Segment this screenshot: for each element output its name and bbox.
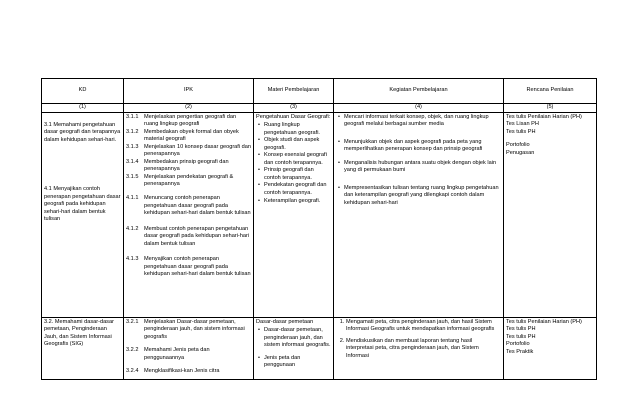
list-item: • Dasar-dasar pemetaan, penginderaan jauh, dan sistem informasi geografis. <box>264 327 331 350</box>
column-number: (1) <box>42 104 124 113</box>
ipk-code: 4.1.2 <box>126 225 139 232</box>
penilaian-item: Penugasan <box>506 149 535 156</box>
penilaian-item: Tes Lisan PH <box>506 121 539 128</box>
kegiatan-cell <box>334 112 504 317</box>
kd-text: 4.1 Menyajikan contoh penerapan pengetahuan dasar geografi pada kehidupan sehari-hari dalam bentuk tulisan <box>44 186 121 223</box>
kd-cell <box>42 112 124 317</box>
materi-list <box>256 327 331 370</box>
kd-cell <box>42 317 124 379</box>
header-kd: KD <box>42 79 124 104</box>
ipk-code: 3.1.1 <box>126 113 139 120</box>
ipk-text: Memahami Jenis peta dan penggunaannya <box>144 347 210 361</box>
ipk-code: 3.1.3 <box>126 143 139 150</box>
syllabus-table <box>41 78 597 380</box>
penilaian-item: Tes tulis PH <box>506 333 536 340</box>
penilaian-item: Tes tulis PH <box>506 128 536 135</box>
header-penilaian: Rencana Penilaian <box>504 79 597 104</box>
ipk-text: Menuncang contoh penerapan pengetahuan dasar geografi pada kehidupan sehari-hari dalam bentuk tulisan <box>144 195 251 217</box>
list-item: • Menunjukkan objek dan aspek geografi pada peta yang memperlihatkan penerapan konsep dan prinsip geografi <box>344 139 501 154</box>
list-item: • Objek studi dan aspek geografi. <box>264 137 331 152</box>
ipk-item <box>126 174 251 189</box>
ipk-item <box>126 159 251 174</box>
ipk-item <box>126 195 251 218</box>
materi-cell <box>254 112 334 317</box>
table-row <box>42 317 597 379</box>
ipk-item <box>126 114 251 129</box>
header-materi: Materi Pembelajaran <box>254 79 334 104</box>
list-item: 2. Mendiskusikan dan membuat laporan tentang hasil interpretasi peta, citra penginderaan jauh, dan Sistem Informasi <box>346 338 501 361</box>
ipk-code: 4.1.1 <box>126 195 139 202</box>
ipk-code: 3.1.2 <box>126 128 139 135</box>
materi-list <box>256 122 331 205</box>
penilaian-item: Tes tulis PH <box>506 326 536 333</box>
column-number: (4) <box>334 104 504 113</box>
ipk-text: Menjelaskan pengertian geografi dan ruang lingkup geografi <box>144 113 237 128</box>
ipk-code: 3.1.5 <box>126 173 139 180</box>
ipk-code: 4.1.3 <box>126 256 139 263</box>
table-row <box>42 112 597 317</box>
ipk-item <box>126 256 251 279</box>
column-number: (2) <box>124 104 254 113</box>
ipk-item <box>126 129 251 144</box>
list-item: • Jenis peta dan penggunaan <box>264 355 331 370</box>
materi-title: Pengetahuan Dasar Geografi: <box>256 113 331 120</box>
materi-cell <box>254 317 334 379</box>
kd-text: 3.1 Memahami pengetahuan dasar geografi dan terapannya dalam kehidupan sehari-hari. <box>44 121 121 143</box>
ipk-text: Membedakan prinsip geografi dan penerapannya <box>144 158 229 173</box>
list-item: • Keterampilan geografi. <box>264 198 331 206</box>
column-number-row <box>42 104 597 113</box>
list-item: • Menganalisis hubungan antara suatu objek dengan objek lain yang di permukaan bumi <box>344 160 501 175</box>
header-kegiatan: Kegiatan Pembelajaran <box>334 79 504 104</box>
ipk-item <box>126 144 251 159</box>
list-item: 1. Mengamati peta, citra penginderaan jauh, dan hasil Sistem Informasi Geografis untuk mendapatkan informasi geografis <box>346 319 501 334</box>
ipk-text: Menjelaskan pendekatan geografi & penerapannya <box>144 173 234 188</box>
ipk-code: 3.1.4 <box>126 158 139 165</box>
ipk-text: Menyajikan contoh penerapan pengetahuan dasar geografi pada kehidupan sehari-hari dalam bentuk tulisan <box>144 256 251 278</box>
penilaian-cell <box>504 112 597 317</box>
penilaian-item: Tes Praktik <box>506 348 534 355</box>
penilaian-item: Tes tulis Penilaian Harian (PH) <box>506 318 582 325</box>
ipk-text: Membuat contoh penerapan pengetahuan dasar geografi pada kehidupan sehari-hari dalam bentuk tulisan <box>144 225 250 247</box>
kegiatan-list <box>336 319 501 361</box>
list-item: • Pendekatan geografi dan contoh terapannya. <box>264 182 331 197</box>
kd-text: 3.2. Memahami dasar-dasar pemetaan, Penginderaan Jauh, dan Sistem Informasi Geografis (SIG) <box>44 318 114 348</box>
header-row <box>42 79 597 104</box>
ipk-cell <box>124 112 254 317</box>
ipk-code: 3.2.1 <box>126 318 139 325</box>
kegiatan-cell <box>334 317 504 379</box>
column-number: (5) <box>504 104 597 113</box>
ipk-text: Menjelaskan Dasar-dasar pemetaan, penginderaan jauh, dan sistem informasi geografis <box>144 318 245 340</box>
penilaian-item: Portofolio <box>506 142 530 149</box>
ipk-text: Membedakan obyek formal dan obyek material geografi <box>144 128 239 143</box>
ipk-text: Mengklasifikasi-kan Jenis citra <box>144 368 220 375</box>
penilaian-item: Portofolio <box>506 341 530 348</box>
kegiatan-list <box>336 114 501 208</box>
list-item: • Konsep esensial geografi dan contoh terapannya. <box>264 152 331 167</box>
penilaian-item: Tes tulis Penilaian Harian (PH) <box>506 113 582 120</box>
list-item: • Mempresentasikan tulisan tentang ruang lingkup pengetahuan dan keterampilan geografi yang dilengkapi contoh dalam kehidupan sehari-hari <box>344 185 501 208</box>
column-number: (3) <box>254 104 334 113</box>
header-ipk: IPK <box>124 79 254 104</box>
materi-title: Dasar-dasar pemetaan <box>256 318 314 325</box>
penilaian-cell <box>504 317 597 379</box>
list-item: • Ruang lingkup pengetahuan geografi. <box>264 122 331 137</box>
ipk-item <box>126 368 251 376</box>
ipk-item <box>126 226 251 249</box>
ipk-cell <box>124 317 254 379</box>
ipk-code: 3.2.4 <box>126 368 139 375</box>
list-item: • Prinsip geografi dan contoh terapannya. <box>264 167 331 182</box>
list-item: • Mencari informasi terkait konsep, objek, dan ruang lingkup geografi melalui berbagai sumber media <box>344 114 501 129</box>
ipk-code: 3.2.2 <box>126 347 139 354</box>
ipk-item <box>126 347 251 362</box>
ipk-item <box>126 319 251 342</box>
ipk-text: Menjelaskan 10 konsep dasar geografi dan penerapannya <box>144 143 251 158</box>
